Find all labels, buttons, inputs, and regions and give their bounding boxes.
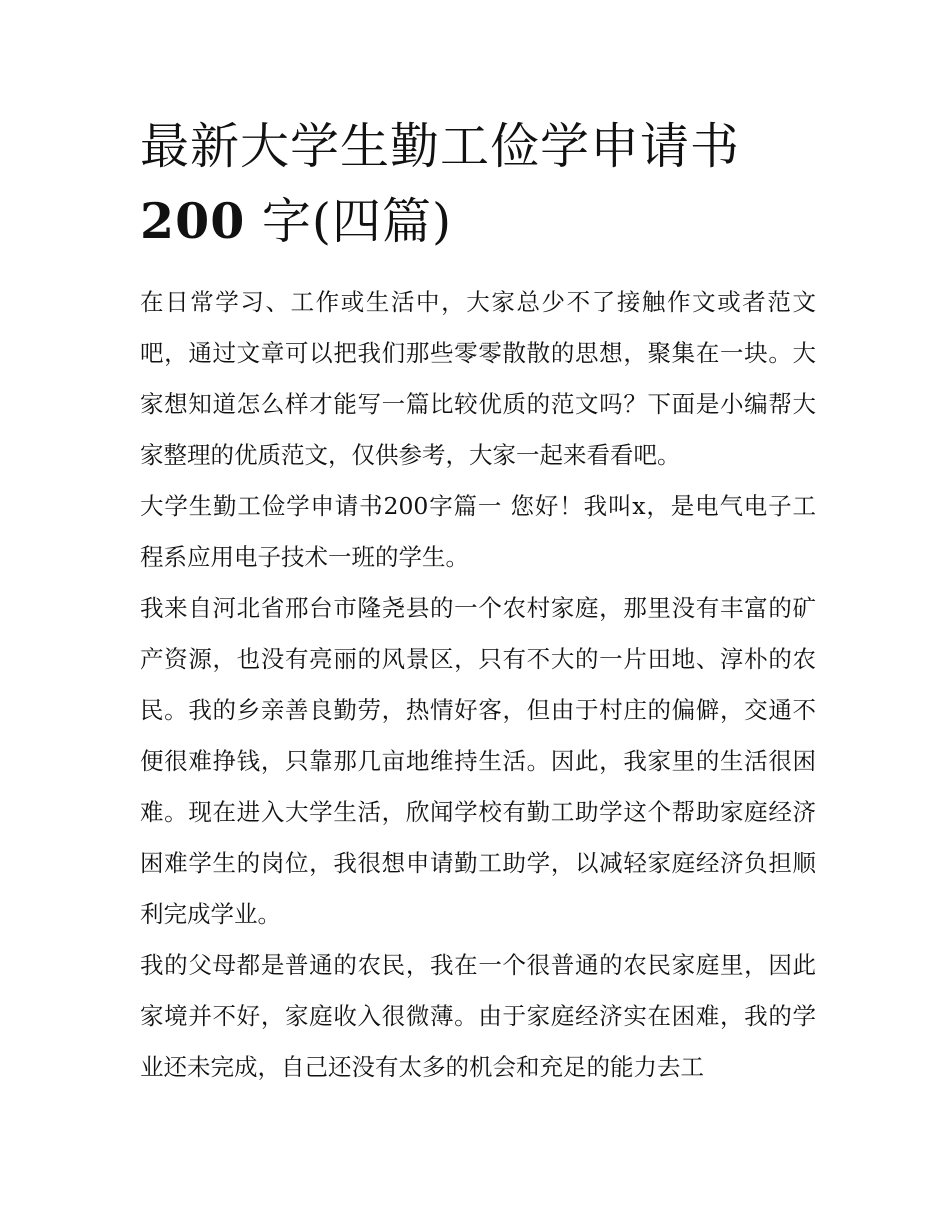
paragraph-intro: 在日常学习、工作或生活中，大家总少不了接触作文或者范文吧，通过文章可以把我们那些零零散散的思想，聚集在一块。大家想知道怎么样才能写一篇比较优质的范文吗？下面是小编帮大家整理的优质范文，仅供参考，大家一起来看看吧。 bbox=[140, 288, 816, 469]
document-body bbox=[140, 277, 816, 1093]
title-number: 200 bbox=[140, 192, 246, 250]
title-line-2 bbox=[140, 184, 816, 259]
document-title bbox=[140, 110, 816, 259]
title-suffix: 字(四篇) bbox=[245, 193, 453, 250]
title-line-1: 最新大学生勤工俭学申请书 bbox=[140, 118, 741, 175]
paragraph-greeting: 大学生勤工俭学申请书200字篇一 您好！我叫x，是电气电子工程系应用电子技术一班的学生。 bbox=[140, 492, 816, 571]
paragraph-family: 我的父母都是普通的农民，我在一个很普通的农民家庭里，因此家境并不好，家庭收入很微薄。由于家庭经济实在困难，我的学业还未完成，自己还没有太多的机会和充足的能力去工 bbox=[140, 951, 816, 1081]
paragraph-background: 我来自河北省邢台市隆尧县的一个农村家庭，那里没有丰富的矿产资源，也没有亮丽的风景区，只有不大的一片田地、淳朴的农民。我的乡亲善良勤劳，热情好客，但由于村庄的偏僻，交通不便很难挣钱，只靠那几亩地维持生活。因此，我家里的生活很困难。现在进入大学生活，欣闻学校有勤工助学这个帮助家庭经济困难学生的岗位，我很想申请勤工助学，以减轻家庭经济负担顺利完成学业。 bbox=[140, 594, 816, 928]
document-page bbox=[140, 110, 816, 1093]
